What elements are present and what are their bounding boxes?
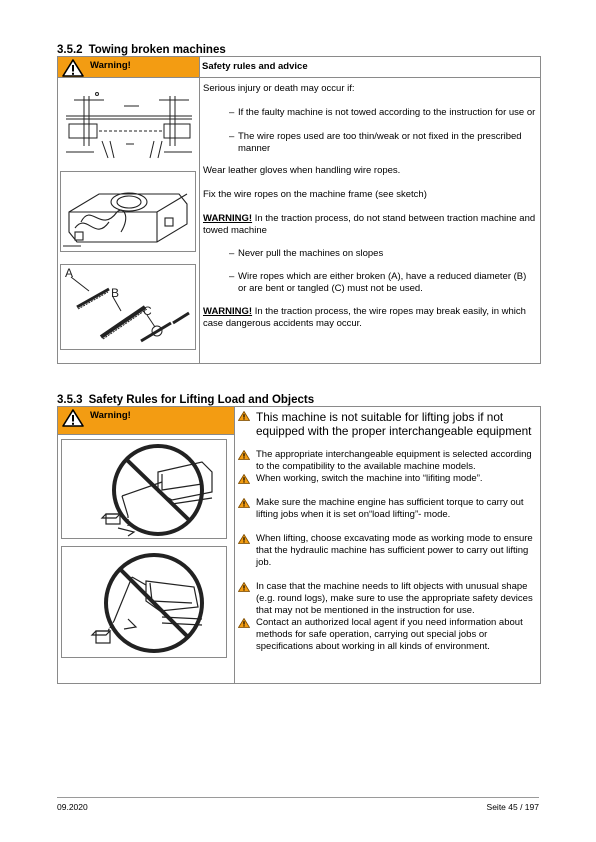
warning-label: Warning! [90, 410, 131, 421]
lifting-item: Contact an authorized local agent if you need information about methods for safe operation, carrying out special jobs or specifications about working in all kinds of environment. [238, 617, 538, 653]
condition-item: – If the faulty machine is not towed according to the instruction for use or [229, 107, 536, 118]
warning-paragraph: WARNING! In the traction process, do not stand between traction machine and towed machine [203, 213, 536, 236]
rope-damage-figure [60, 264, 196, 350]
lifting-item: When lifting, choose excavating mode as working mode to ensure that the hydraulic machine has sufficient power to carry out lifting job. [238, 533, 538, 569]
safety-rules-header: Safety rules and advice [200, 57, 541, 78]
warning-label: Warning! [90, 60, 131, 71]
machine-frame-figure [60, 171, 196, 252]
section-title: Safety Rules for Lifting Load and Objects [88, 394, 315, 406]
towing-instructions [200, 78, 541, 364]
small-warning-sign-icon [238, 474, 250, 484]
warning-paragraph: WARNING! In the traction process, the wire ropes may break easily, in which case dangerous accidents may occur. [203, 306, 526, 329]
small-warning-sign-icon [238, 411, 250, 421]
label-c: C [143, 304, 152, 318]
footer-divider [57, 797, 539, 798]
section-heading-towing [57, 44, 226, 56]
section-title: Towing broken machines [88, 44, 226, 56]
label-a: A [65, 266, 74, 280]
lead-warning: This machine is not suitable for lifting jobs if not equipped with the proper interchangeable equipment [238, 410, 538, 438]
lifting-item: Make sure the machine engine has sufficient torque to carry out lifting jobs when it is set on“load lifting”- mode. [238, 497, 538, 521]
warning-header-cell [58, 57, 200, 78]
warning-triangle-icon [62, 59, 84, 77]
condition-item: – The wire ropes used are too thin/weak or not fixed in the prescribed manner [229, 131, 522, 154]
rule-item: – Never pull the machines on slopes [229, 248, 384, 259]
lifting-item: In case that the machine needs to lift objects with unusual shape (e.g. round logs), make sure to use the appropriate safety devices that may not be mentioned in the instruction for use. [238, 581, 538, 617]
section-heading-lifting [57, 394, 314, 406]
warning-triangle-icon [62, 409, 84, 427]
lifting-item: When working, switch the machine into “lifiting mode”. [238, 473, 538, 485]
rule-item: – Wire ropes which are either broken (A), have a reduced diameter (B) or are bent or tangled (C) must not be used. [229, 271, 527, 294]
towing-sketch-figure [64, 86, 194, 162]
no-lifting-figure-2 [61, 546, 227, 658]
gloves-text: Wear leather gloves when handling wire ropes. [203, 165, 401, 176]
small-warning-sign-icon [238, 618, 250, 628]
lifting-item: The appropriate interchangeable equipment is selected according to the compatibility to the available machine models. [238, 449, 538, 473]
section-number: 3.5.2 [57, 44, 83, 56]
small-warning-sign-icon [238, 498, 250, 508]
footer-page-number: Seite 45 / 197 [486, 802, 539, 812]
fix-text: Fix the wire ropes on the machine frame (see sketch) [203, 189, 427, 200]
no-lifting-figure-1 [61, 439, 227, 539]
lifting-instructions [235, 407, 541, 684]
warning-header-cell [58, 407, 235, 435]
small-warning-sign-icon [238, 582, 250, 592]
small-warning-sign-icon [238, 534, 250, 544]
footer-date: 09.2020 [57, 802, 88, 812]
section-number: 3.5.3 [57, 394, 83, 406]
intro-text: Serious injury or death may occur if: [203, 83, 355, 94]
small-warning-sign-icon [238, 450, 250, 460]
label-b: B [111, 286, 120, 300]
